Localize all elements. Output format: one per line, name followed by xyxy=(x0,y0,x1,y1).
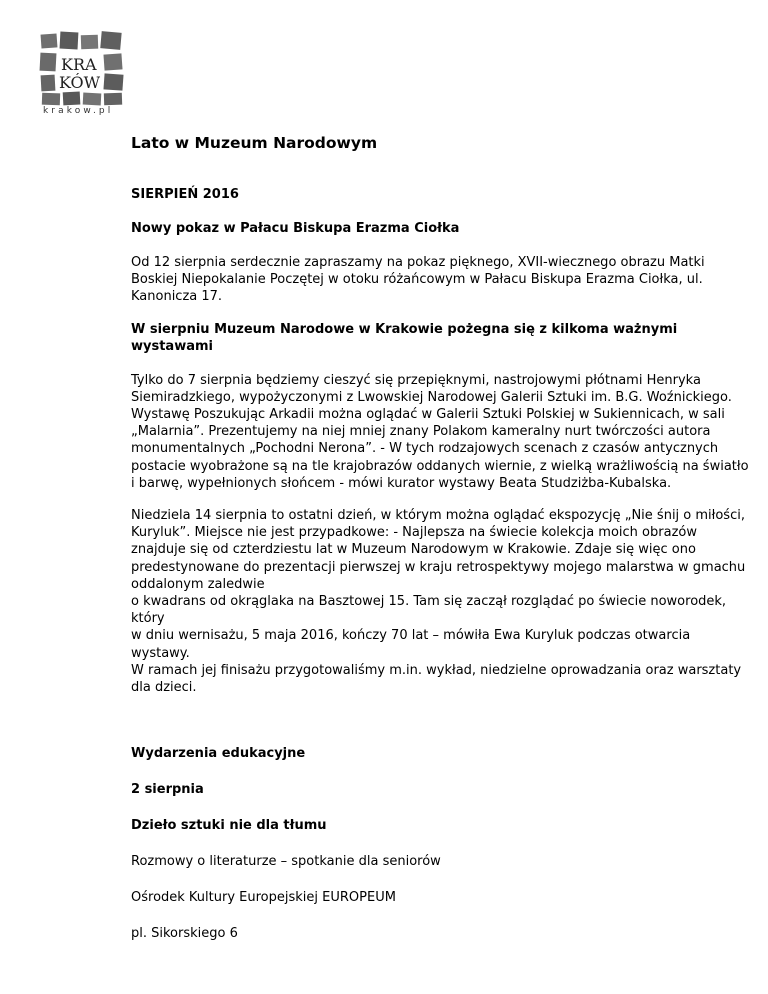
event-date: 2 sierpnia xyxy=(131,782,204,798)
section2-body2-line: w dniu wernisażu, 5 maja 2016, kończy 70 lat – mówiła Ewa Kuryluk podczas otwarcia wystawy. xyxy=(131,628,691,661)
event-description: Rozmowy o literaturze – spotkanie dla seniorów xyxy=(131,854,441,870)
page-title: Lato w Muzeum Narodowym xyxy=(131,134,378,152)
event-title: Dzieło sztuki nie dla tłumu xyxy=(131,818,327,834)
logo-url: krakow.pl xyxy=(43,106,114,116)
section2-heading: W sierpniu Muzeum Narodowe w Krakowie pożegna się z kilkoma ważnymi wystawami xyxy=(131,321,678,354)
spacer xyxy=(131,711,751,745)
section2-body2-line: o kwadrans od okrąglaka na Basztowej 15. Tam się zaczął rozglądać po świecie noworodek, który xyxy=(131,594,727,627)
events-heading: Wydarzenia edukacyjne xyxy=(131,746,306,762)
document-body xyxy=(131,133,751,961)
month-heading: SIERPIEŃ 2016 xyxy=(131,187,239,202)
event-venue: Ośrodek Kultury Europejskiej EUROPEUM xyxy=(131,890,396,906)
section2-body2-line: Niedziela 14 sierpnia to ostatni dzień, w którym można oglądać ekspozycję „Nie śnij o miłości, Kuryluk”. Miejsce nie jest przypadkowe: - Najlepsza na świecie kolekcja moich obrazów znajduje się od czterdziestu lat w Muzeum Narodowym w Krakowie. Zdaje się więc ono predestynowane do prezentacji pierwszej w kraju retrospektywy mojego malarstwa w gmachu oddalonym zaledwie xyxy=(131,508,746,592)
section2-body2 xyxy=(131,507,751,696)
event-address: pl. Sikorskiego 6 xyxy=(131,926,238,942)
section1-body: Od 12 sierpnia serdecznie zapraszamy na pokaz pięknego, XVII-wiecznego obrazu Matki Boskiej Niepokalanie Poczętej w otoku różańcowym w Pałacu Biskupa Erazma Ciołka, ul. Kanonicza 17. xyxy=(131,255,705,305)
section2-body2-line: W ramach jej finisażu przygotowaliśmy m.in. wykład, niedzielne oprowadzania oraz warsztaty dla dzieci. xyxy=(131,662,742,696)
logo-text-2: KÓW xyxy=(59,73,101,92)
section1-heading: Nowy pokaz w Pałacu Biskupa Erazma Ciołka xyxy=(131,221,460,236)
logo-text-1: KRA xyxy=(61,55,97,74)
krakow-logo-mark xyxy=(38,30,128,106)
section2-body: Tylko do 7 sierpnia będziemy cieszyć się przepięknymi, nastrojowymi płótnami Henryka Siemiradzkiego, wypożyczonymi z Lwowskiej Narodowej Galerii Sztuki im. B.G. Woźnickiego. Wystawę Poszukując Arkadii można oglądać w Galerii Sztuki Polskiej w Sukiennicach, w sali „Malarnia”. Prezentujemy na niej mniej znany Polakom kameralny nurt twórczości autora monumentalnych „Pochodni Nerona”. - W tych rodzajowych scenach z czasów antycznych postacie wyobrażone są na tle krajobrazów oddanych wiernie, z wielką wrażliwością na światło i barwę, wypełnionych słońcem - mówi kurator wystawy Beata Studziżba-Kubalska. xyxy=(131,372,749,491)
